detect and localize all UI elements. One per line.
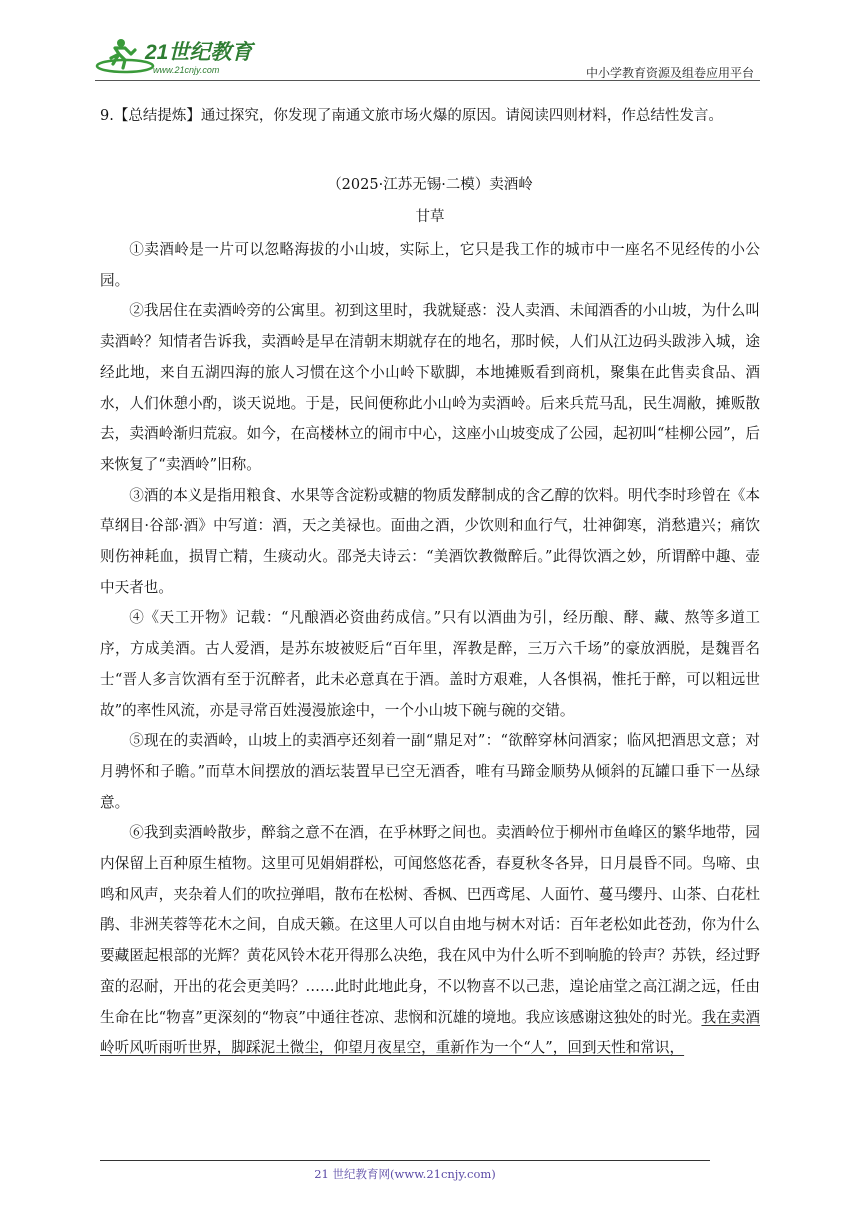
footer-link[interactable]: 21 世纪教育网(www.21cnjy.com) <box>314 1167 496 1181</box>
header-divider <box>95 80 760 81</box>
paragraph-3: ③酒的本义是指用粮食、水果等含淀粉或糖的物质发酵制成的含乙醇的饮料。明代李时珍曾在《本草纲目·谷部·酒》中写道：酒，天之美禄也。面曲之酒，少饮则和血行气，壮神御寒，消愁遣兴；痛饮则伤神耗血，损胃亡精，生痰动火。邵尧夫诗云：“美酒饮教微醉后。”此得饮酒之妙，所谓醉中趣、壶中天者也。 <box>100 486 760 596</box>
question-prompt: 9.【总结提炼】通过探究，你发现了南通文旅市场火爆的原因。请阅读四则材料，作总结性发言。 <box>100 108 723 124</box>
logo-text: 21世纪教育 <box>145 41 253 64</box>
paragraph-6-text: ⑥我到卖酒岭散步，醉翁之意不在酒，在乎林野之间也。卖酒岭位于柳州市鱼峰区的繁华地带，园内保留上百种原生植物。这里可见娟娟群松，可闻悠悠花香，春夏秋冬各异，日月晨昏不同。鸟啼、虫鸣和风声，夹杂着人们的吹拉弹唱，散布在松树、香枫、巴西鸢尾、人面竹、蔓马缨丹、山茶、白花杜鹃、非洲芙蓉等花木之间，自成天籁。在这里人可以自由地与树木对话：百年老松如此苍劲，你为什么要藏匿起根部的光辉？黄花风铃木花开得那么决绝，我在风中为什么听不到响脆的铃声？苏铁，经过野蛮的忍耐，开出的花会更美吗？……此时此地此身，不以物喜不以己悲，遑论庙堂之高江湖之远，任由生命在比“物喜”更深刻的“物哀”中通往苍凉、悲悯和沉雄的境地。我应该感谢这独处的时光。 <box>100 824 760 1026</box>
underlined-sentence: 我在卖酒岭听风听雨听世界，脚踩泥土微尘，仰望月夜星空，重新作为一个“人”，回到天性和常识， <box>100 1008 760 1057</box>
article-author: 甘草 <box>415 209 445 225</box>
21cnjy-logo <box>95 34 285 78</box>
paragraph-5: ⑤现在的卖酒岭，山坡上的卖酒亭还刻着一副“鼎足对”：“欲醉穿林问酒家；临风把酒思文意；对月骋怀和子瞻。”而草木间摆放的酒坛装置早已空无酒香，唯有马蹄金顺势从倾斜的瓦罐口垂下一丛绿意。 <box>100 732 760 811</box>
platform-name: 中小学教育资源及组卷应用平台 <box>585 66 754 80</box>
paragraph-6 <box>100 818 760 1064</box>
logo-url: www.21cnjy.com <box>153 65 220 75</box>
paragraph-4: ④《天工开物》记载：“凡酿酒必资曲药成信。”只有以酒曲为引，经历酿、酵、藏、熬等多道工序，方成美酒。古人爱酒，是苏东坡被贬后“百年里，浑教是醉，三万六千场”的豪放洒脱，是魏晋名士“晋人多言饮酒有至于沉醉者，此未必意真在于酒。盖时方艰难，人各惧祸，惟托于醉，可以粗远世故”的率性风流，亦是寻常百姓漫漫旅途中，一个小山坡下碗与碗的交错。 <box>100 609 760 719</box>
paragraph-2: ②我居住在卖酒岭旁的公寓里。初到这里时，我就疑惑：没人卖酒、未闻酒香的小山坡，为什么叫卖酒岭？知情者告诉我，卖酒岭是早在清朝末期就存在的地名，那时候，人们从江边码头跋涉入城，途经此地，来自五湖四海的旅人习惯在这个小山岭下歇脚，本地摊贩看到商机，聚集在此售卖食品、酒水，人们休憩小酌，谈天说地。于是，民间便称此小山岭为卖酒岭。后来兵荒马乱，民生凋敝，摊贩散去，卖酒岭渐归荒寂。如今，在高楼林立的闹市中心，这座小山坡变成了公园，起初叫“桂柳公园”，后来恢复了“卖酒岭”旧称。 <box>100 302 760 473</box>
footer-divider <box>100 1160 710 1161</box>
article-title: （2025·江苏无锡·二模）卖酒岭 <box>327 177 533 193</box>
page-header <box>95 30 760 82</box>
paragraph-1: ①卖酒岭是一片可以忽略海拔的小山坡，实际上，它只是我工作的城市中一座名不见经传的小公园。 <box>100 241 760 289</box>
article-body <box>100 235 760 1064</box>
